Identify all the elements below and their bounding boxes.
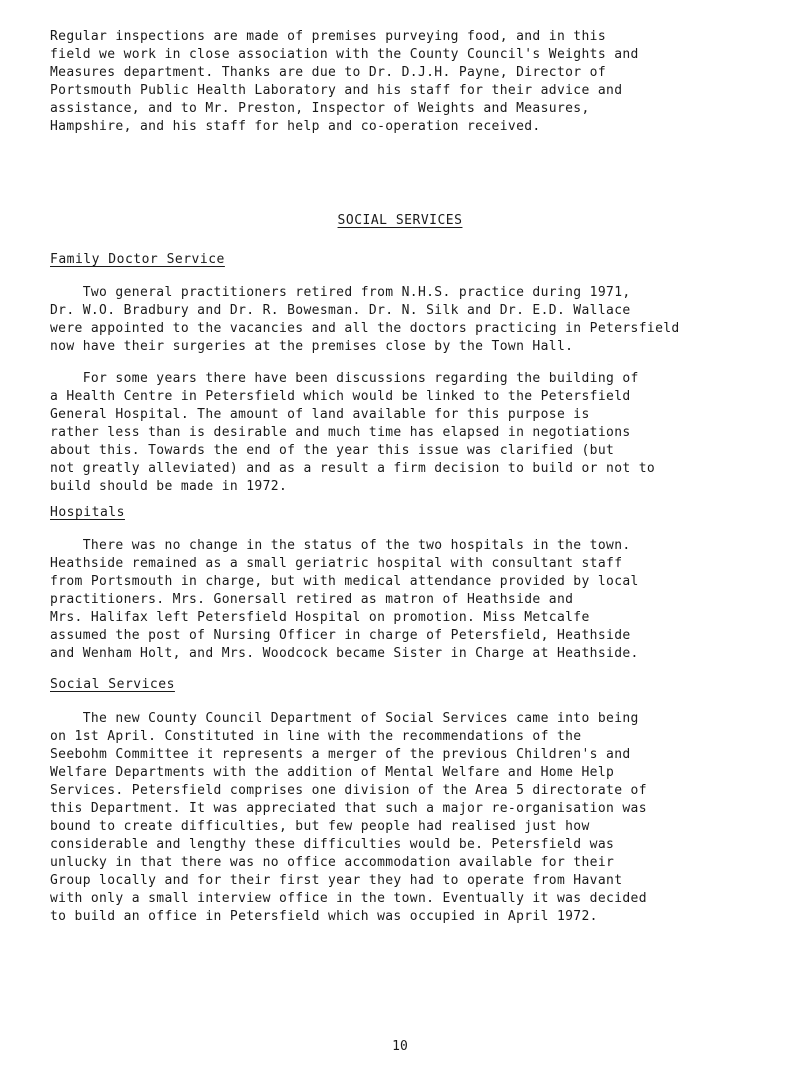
text-line: this Department. It was appreciated that such a major re-organisation was [50, 801, 647, 816]
text-line: Welfare Departments with the addition of Mental Welfare and Home Help [50, 765, 615, 780]
text-line: There was no change in the status of the two hospitals in the town. [50, 538, 631, 553]
text-line: Regular inspections are made of premises purveying food, and in this [50, 29, 607, 44]
text-line: Dr. W.O. Bradbury and Dr. R. Bowesman. Dr. N. Silk and Dr. E.D. Wallace [50, 303, 631, 318]
family-doctor-heading: Family Doctor Service [50, 252, 225, 267]
text-line: practitioners. Mrs. Gonersall retired as matron of Heathside and [50, 592, 574, 607]
hospitals-paragraph [50, 537, 790, 663]
family-doctor-paragraph-2 [50, 370, 790, 496]
text-line: bound to create difficulties, but few people had realised just how [50, 819, 590, 834]
text-line: For some years there have been discussions regarding the building of [50, 371, 639, 386]
text-line: Heathside remained as a small geriatric hospital with consultant staff [50, 556, 623, 571]
text-line: Group locally and for their first year they had to operate from Havant [50, 873, 623, 888]
section-title: SOCIAL SERVICES [337, 213, 463, 228]
hospitals-heading: Hospitals [50, 505, 125, 520]
text-line: Two general practitioners retired from N.H.S. practice during 1971, [50, 285, 631, 300]
text-line: on 1st April. Constituted in line with the recommendations of the [50, 729, 582, 744]
social-services-heading: Social Services [50, 677, 175, 692]
text-line: Mrs. Halifax left Petersfield Hospital on promotion. Miss Metcalfe [50, 610, 590, 625]
text-line: considerable and lengthy these difficulties would be. Petersfield was [50, 837, 615, 852]
text-line: The new County Council Department of Social Services came into being [50, 711, 639, 726]
text-line: about this. Towards the end of the year this issue was clarified (but [50, 443, 615, 458]
text-line: Portsmouth Public Health Laboratory and his staff for their advice and [50, 83, 623, 98]
text-line: rather less than is desirable and much time has elapsed in negotiations [50, 425, 631, 440]
text-line: a Health Centre in Petersfield which would be linked to the Petersfield [50, 389, 631, 404]
text-line: Measures department. Thanks are due to Dr. D.J.H. Payne, Director of [50, 65, 607, 80]
text-line: to build an office in Petersfield which was occupied in April 1972. [50, 909, 598, 924]
text-line: from Portsmouth in charge, but with medical attendance provided by local [50, 574, 639, 589]
page-number: 10 [392, 1039, 408, 1054]
text-line: unlucky in that there was no office accommodation available for their [50, 855, 615, 870]
text-line: and Wenham Holt, and Mrs. Woodcock became Sister in Charge at Heathside. [50, 646, 639, 661]
intro-paragraph [50, 28, 790, 136]
family-doctor-paragraph-1 [50, 284, 790, 356]
text-line: were appointed to the vacancies and all the doctors practicing in Petersfield [50, 321, 680, 336]
text-line: not greatly alleviated) and as a result a firm decision to build or not to [50, 461, 656, 476]
text-line: with only a small interview office in the town. Eventually it was decided [50, 891, 647, 906]
text-line: assumed the post of Nursing Officer in charge of Petersfield, Heathside [50, 628, 631, 643]
text-line: Seebohm Committee it represents a merger of the previous Children's and [50, 747, 631, 762]
text-line: Services. Petersfield comprises one division of the Area 5 directorate of [50, 783, 647, 798]
text-line: now have their surgeries at the premises close by the Town Hall. [50, 339, 574, 354]
text-line: build should be made in 1972. [50, 479, 288, 494]
social-services-paragraph [50, 710, 790, 926]
text-line: General Hospital. The amount of land available for this purpose is [50, 407, 590, 422]
text-line: Hampshire, and his staff for help and co-operation received. [50, 119, 541, 134]
text-line: assistance, and to Mr. Preston, Inspector of Weights and Measures, [50, 101, 590, 116]
text-line: field we work in close association with the County Council's Weights and [50, 47, 639, 62]
